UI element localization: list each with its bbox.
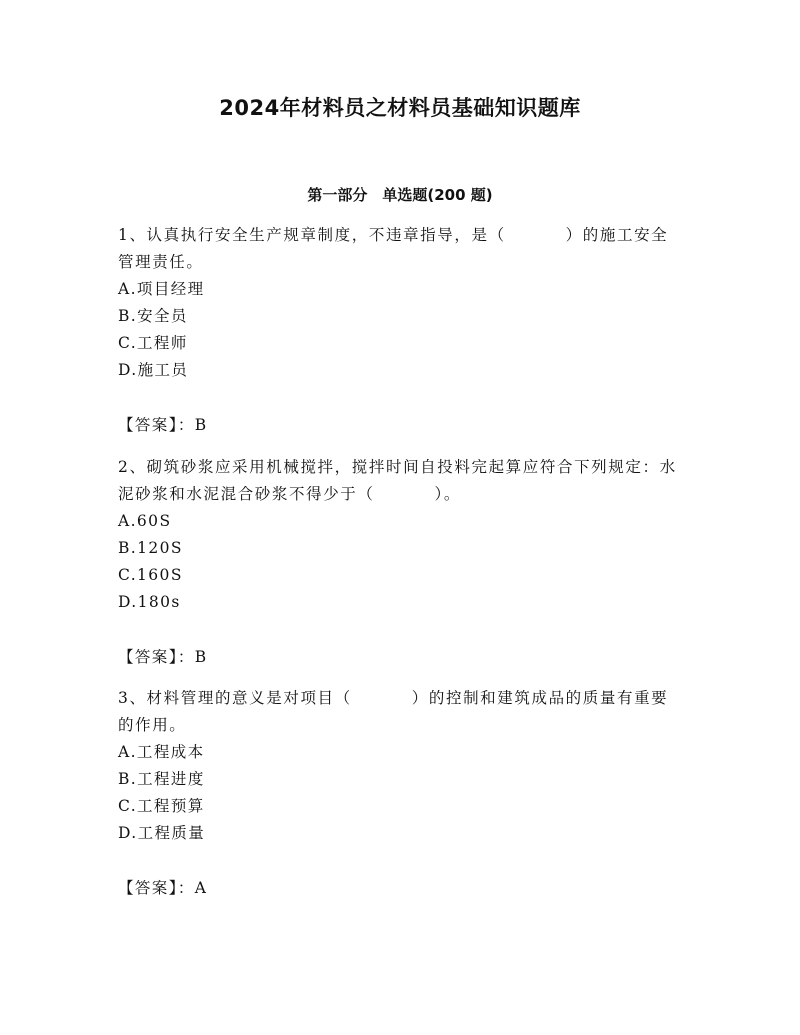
question-stem-part-1: 1、认真执行安全生产规章制度，不违章指导，是（ [118,226,506,244]
option-a: A.工程成本 [118,743,205,761]
option-b: B.120S [118,539,183,557]
answer-3 [118,875,207,902]
question-stem-part-1: 3、材料管理的意义是对项目（ [118,689,352,707]
option-d: D.180s [118,593,181,611]
option-b: B.工程进度 [118,770,205,788]
section-title: 第一部分 单选题(200 题) [307,186,493,204]
answer-1 [118,412,208,439]
option-c: C.160S [118,566,183,584]
question-stem [118,685,680,739]
answer-value: B [194,416,208,434]
answer-value: B [194,648,208,666]
option-c: C.工程师 [118,334,188,352]
question-1 [118,222,680,384]
document-title: 2024年材料员之材料员基础知识题库 [219,96,581,120]
question-3 [118,685,680,847]
option-c: C.工程预算 [118,797,205,815]
question-stem [118,454,680,508]
option-a: A.60S [118,512,172,530]
answer-label: 【答案】： [118,648,195,666]
answer-label: 【答案】： [118,416,195,434]
question-stem-part-2: ）的控制和建筑成品的质量有重要的作用。 [118,689,669,734]
answer-label: 【答案】： [118,879,195,897]
question-stem [118,222,680,276]
question-stem-part-2: ）的施工安全管理责任。 [118,226,669,271]
answer-2 [118,644,208,671]
question-stem-part-2: ）。 [434,485,461,503]
option-d: D.施工员 [118,361,189,379]
question-2 [118,454,680,616]
option-d: D.工程质量 [118,824,206,842]
option-a: A.项目经理 [118,280,205,298]
option-b: B.安全员 [118,307,188,325]
question-stem-part-1: 2、砌筑砂浆应采用机械搅拌，搅拌时间自投料完起算应符合下列规定：水泥砂浆和水泥混合砂浆不得少于（ [118,458,677,503]
answer-value: A [194,879,208,897]
